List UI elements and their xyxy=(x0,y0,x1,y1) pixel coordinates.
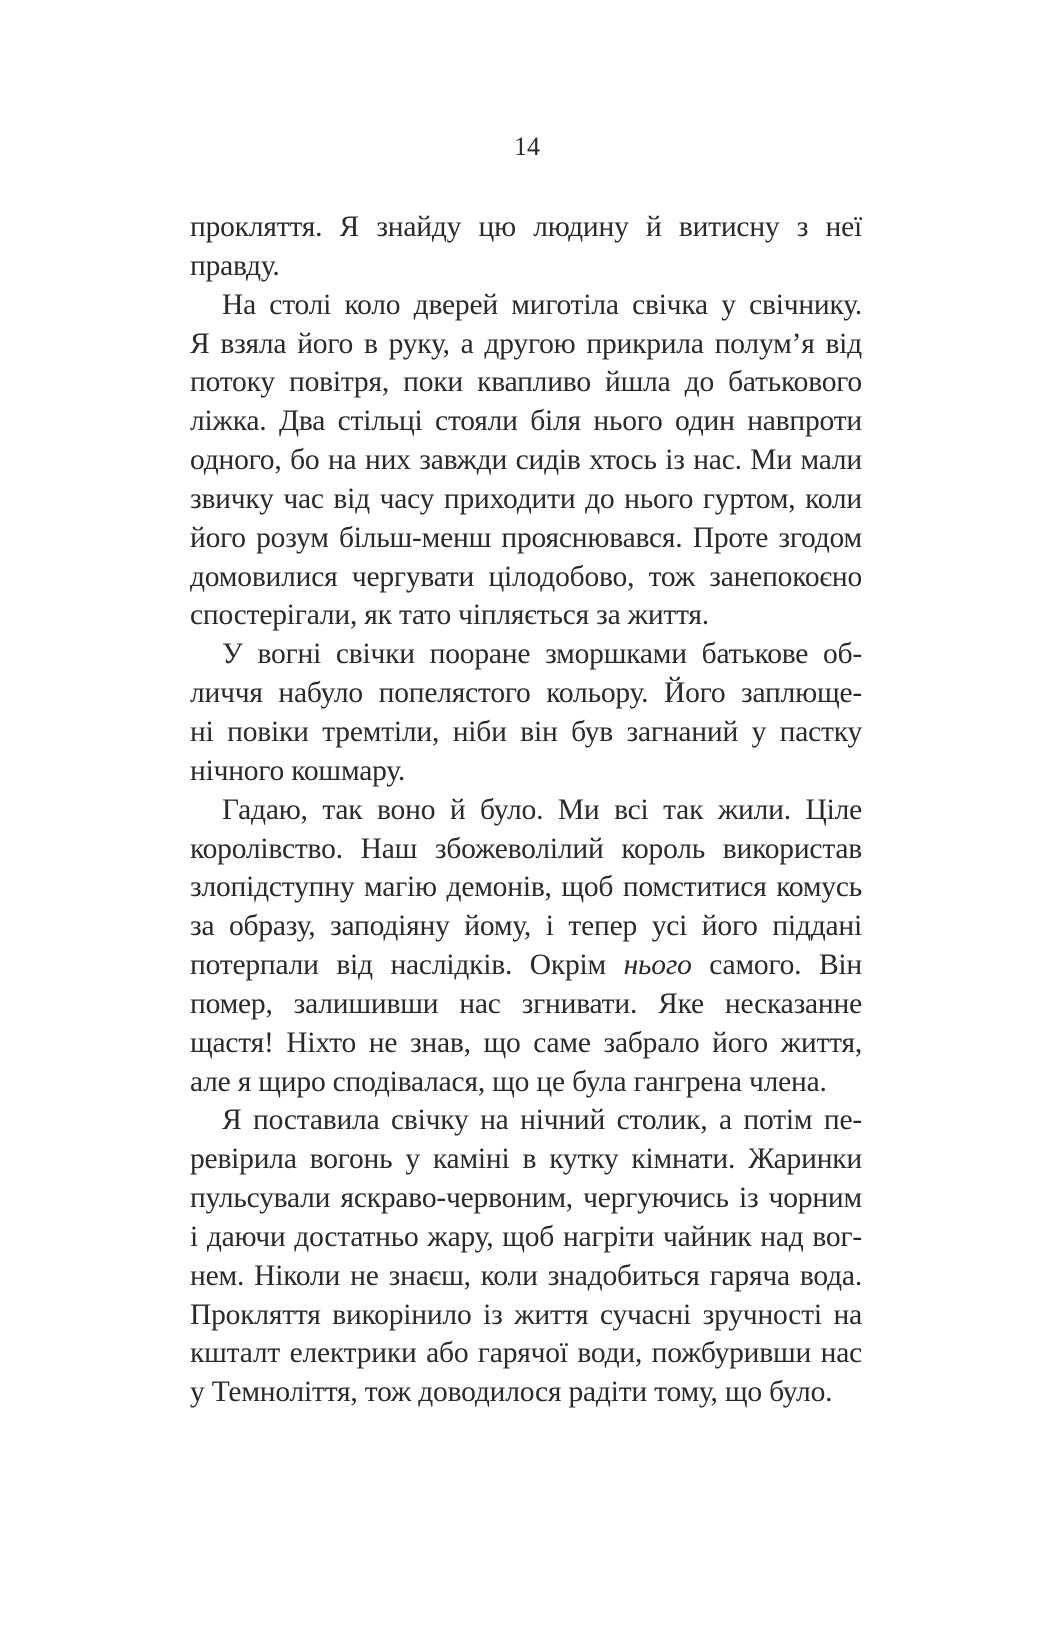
text-line: кшталт електрики або гарячої води, пожбуривши нас xyxy=(190,1337,862,1370)
paragraph xyxy=(190,208,862,286)
text-line: нічного кошмару. xyxy=(190,754,406,787)
text-line: злопідступну магію демонів, щоб помститися комусь xyxy=(190,871,862,904)
text-line: личчя набуло попелястого кольору. Його заплюще- xyxy=(190,677,862,710)
text-line: спостерігали, як тато чіпляється за життя. xyxy=(190,599,709,632)
paragraph xyxy=(190,791,862,1102)
text-line: за образу, заподіяну йому, і тепер усі його піддані xyxy=(190,910,862,943)
text-line: і даючи достатньо жару, щоб нагріти чайник над вог- xyxy=(190,1220,862,1253)
text-line: Прокляття викорінило із життя сучасні зручності на xyxy=(190,1298,862,1331)
text-line: ревірила вогонь у каміні в кутку кімнати. Жаринки xyxy=(190,1143,862,1176)
text-line: його розум більш-менш прояснювався. Проте згодом xyxy=(190,521,862,554)
text-line: помер, залишивши нас згнивати. Яке несказанне xyxy=(190,987,862,1020)
text-line xyxy=(190,946,862,985)
text-segment: самого. Він xyxy=(691,949,863,982)
text-line: ні повіки тремтіли, ніби він був загнаний у пастку xyxy=(190,715,862,748)
text-line: прокляття. Я знайду цю людину й витисну з неї xyxy=(190,211,862,243)
text-line: правду. xyxy=(190,249,280,282)
text-line: пульсували яскраво-червоним, чергуючись із чорним xyxy=(190,1182,862,1215)
text-line: потоку повітря, поки квапливо йшла до батькового xyxy=(190,366,862,399)
paragraph xyxy=(190,635,862,790)
body-text xyxy=(190,208,862,1412)
text-line: королівство. Наш збожеволілий король використав xyxy=(190,832,862,865)
text-line: У вогні свічки пооране зморшками батькове об- xyxy=(222,638,862,671)
text-line: звичку час від часу приходити до нього гуртом, коли xyxy=(190,482,862,515)
text-line: одного, бо на них завжди сидів хтось із нас. Ми мали xyxy=(190,444,862,477)
text-line: домовилися чергувати цілодобово, тож занепокоєно xyxy=(190,560,862,593)
text-line: у Темноліття, тож доводилося радіти тому, що було. xyxy=(190,1376,833,1409)
text-line: ліжка. Два стільці стояли біля нього один навпроти xyxy=(190,405,862,438)
paragraph xyxy=(190,1101,862,1412)
text-line: нем. Ніколи не знаєш, коли знадобиться гаряча вода. xyxy=(190,1259,862,1292)
text-line: Я поставила свічку на нічний столик, а потім пе- xyxy=(222,1104,862,1137)
text-line: На столі коло дверей миготіла свічка у свічнику. xyxy=(222,288,862,321)
text-line: але я щиро сподівалася, що це була гангрена члена. xyxy=(190,1065,827,1098)
page-number: 14 xyxy=(514,132,540,161)
paragraph xyxy=(190,286,862,636)
italic-emphasis: нього xyxy=(623,949,692,982)
text-line: щастя! Ніхто не знав, що саме забрало його життя, xyxy=(190,1026,862,1059)
text-line: Гадаю, так воно й було. Ми всі так жили. Ціле xyxy=(222,793,862,826)
text-segment: потерпали від наслідків. Окрім xyxy=(190,949,624,982)
text-line: Я взяла його в руку, а другою прикрила полум’я від xyxy=(190,327,862,360)
